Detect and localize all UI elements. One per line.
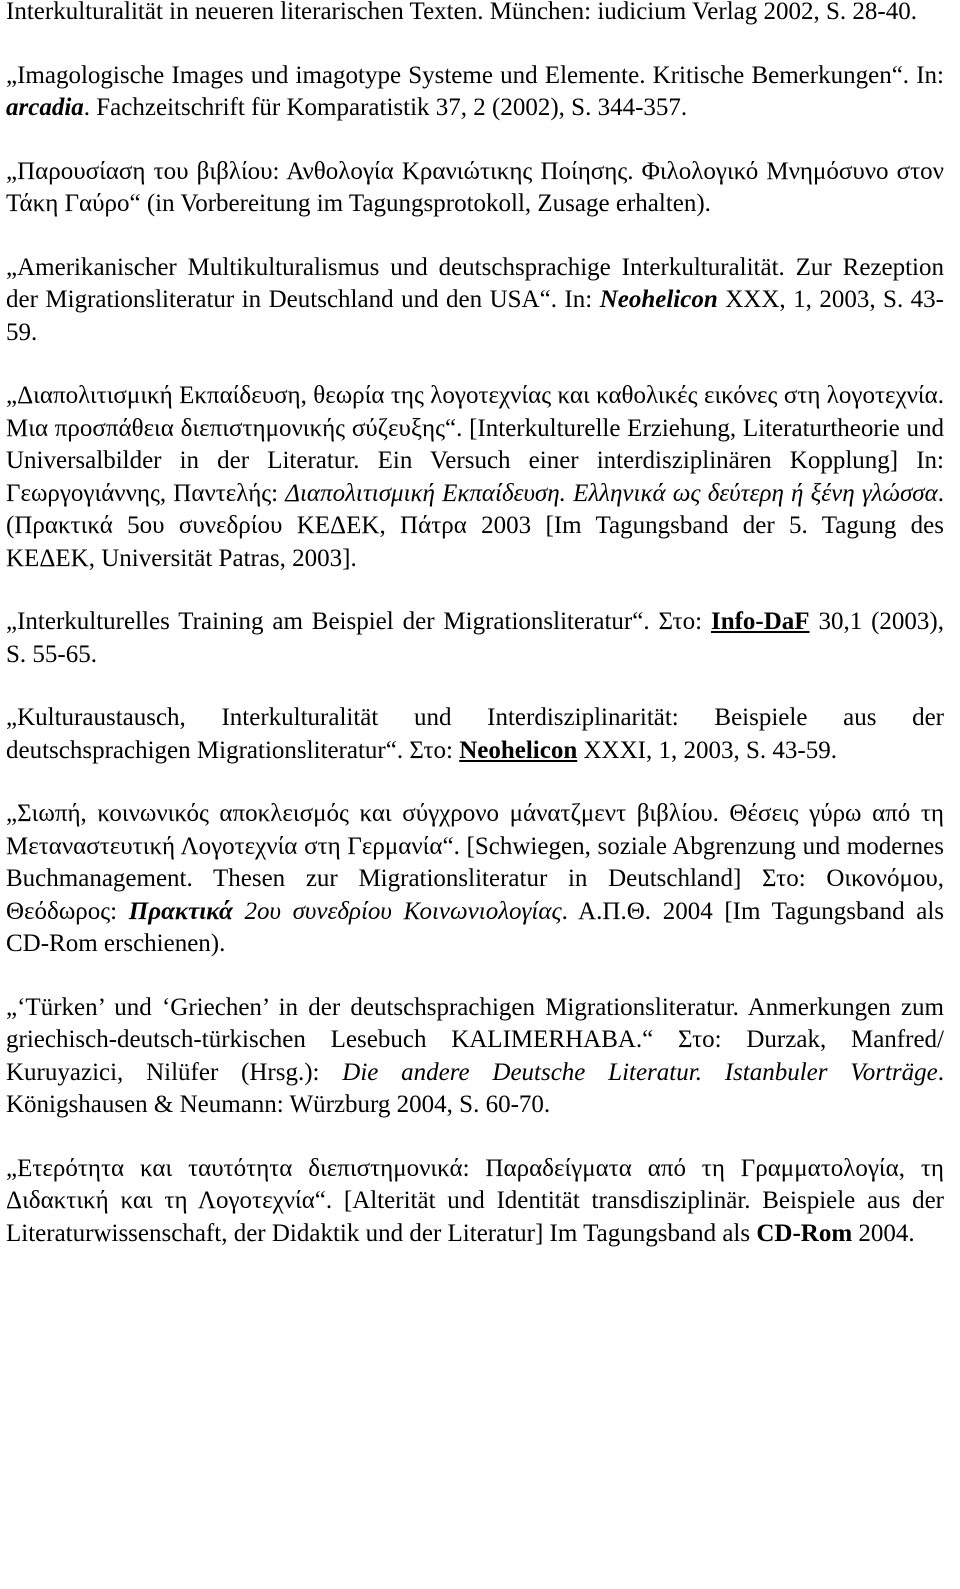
- entry-text-run: . (Πρακτικά 5ου συνεδρίου ΚΕΔΕΚ, Πάτρα 2003 [Im Tagungsband der 5. Tagung des ΚΕΔΕΚ, Universität Patras, 2003].: [6, 479, 944, 572]
- entry-text-run: „Ετερότητα και ταυτότητα διεπιστημονικά: Παραδείγματα από τη Γραμματολογία, τη Διδακτική και τη Λογοτεχνία“. [Alterität und Identität transdisziplinär. Beispiele aus der Literaturwissenschaft, der Didaktik und der Literatur] Im Tagungsband als: [6, 1154, 944, 1247]
- entry-text-run: „Amerikanischer Multikulturalismus und deutschsprachige Interkulturalität. Zur Rezeption der Migrationsliteratur in Deutschland und den USA“. In:: [6, 253, 944, 313]
- entry-text-run: Διαπολιτισμική Εκπαίδευση. Ελληνικά ως δεύτερη ή ξένη γλώσσα: [285, 479, 938, 507]
- bibliography-entry: [6, 252, 944, 350]
- entry-text-run: 30,1 (2003), S. 55-65.: [6, 608, 945, 668]
- bibliography-entry: [6, 1153, 944, 1251]
- entry-text-run: Die andere Deutsche Literatur. Istanbuler Vorträge: [342, 1058, 938, 1086]
- bibliography-entry: [6, 702, 944, 767]
- entry-text-run: Neohelicon: [599, 286, 718, 313]
- entry-text-run: „Interkulturelles Training am Beispiel der Migrationsliteratur“. Στο:: [6, 608, 711, 635]
- entry-text-run: Neohelicon: [459, 736, 578, 764]
- entry-text-run: . Α.Π.Θ. 2004 [Im Tagungsband als CD-Rom erschienen).: [6, 897, 944, 957]
- entry-text-run: „Διαπολιτισμική Εκπαίδευση, θεωρία της λογοτεχνίας και καθολικές εικόνες στη λογοτεχνία. Μια προσπάθεια διεπιστημονικής σύζευξης“. [Interkulturelle Erziehung, Literaturtheorie und Universalbilder in der Literatur. Ein Versuch einer interdisziplinären Kopplung] In: Γεωργογιάννης, Παντελής:: [6, 382, 944, 507]
- bibliography-entry: [6, 798, 944, 961]
- entry-text-run: „Σιωπή, κοινωνικός αποκλεισμός και σύγχρονο μάνατζμεντ βιβλίου. Θέσεις γύρω από τη Μεταναστευτική Λογοτεχνία στη Γερμανία“. [Schwiegen, soziale Abgrenzung und modernes Buchmanagement. Thesen zur Migrationsliteratur in Deutschland] Στο: Οικονόμου, Θεόδωρος:: [6, 800, 944, 925]
- entry-text-run: Πρακτικά: [128, 897, 233, 925]
- bibliography-entry: [6, 156, 944, 221]
- entry-text-run: „Παρουσίαση του βιβλίου: Ανθολογία Κρανιώτικης Ποίησης. Φιλολογικό Μνημόσυνο στον Τάκη Γαύρο“ (in Vorbereitung im Tagungsprotokoll, Zusage erhalten).: [6, 157, 944, 217]
- bibliography-entry: [6, 992, 944, 1122]
- bibliography-entry: [6, 606, 944, 671]
- entry-text-run: XXXI, 1, 2003, S. 43-59.: [577, 736, 837, 764]
- entry-text-run: . Fachzeitschrift für Komparatistik 37, 2 (2002), S. 344-357.: [83, 94, 688, 121]
- entry-text-run: „‘Türken’ und ‘Griechen’ in der deutschsprachigen Migrationsliteratur. Anmerkungen zum griechisch-deutsch-türkischen Lesebuch KALIMERHABA.“ Στο: Durzak, Manfred/ Kuruyazici, Nilüfer (Hrsg.):: [6, 993, 944, 1086]
- entry-text-run: arcadia: [6, 94, 84, 121]
- entry-text-run: 2ου συνεδρίου Κοινωνιολογίας: [232, 897, 562, 925]
- entry-text-run: Interkulturalität in neueren literarischen Texten. München: iudicium Verlag 2002, S. 28-40.: [6, 0, 917, 25]
- bibliography-entry: [6, 0, 944, 29]
- bibliography-entry: [6, 60, 944, 125]
- bibliography-page: [6, 0, 944, 1281]
- entry-text-run: XXX, 1, 2003, S. 43-59.: [6, 286, 944, 346]
- entry-text-run: „Imagologische Images und imagotype Systeme und Elemente. Kritische Bemerkungen“. In:: [6, 61, 944, 89]
- bibliography-entry: [6, 380, 944, 575]
- entry-text-run: . Königshausen & Neumann: Würzburg 2004, S. 60-70.: [6, 1058, 944, 1118]
- entry-text-run: 2004.: [852, 1219, 915, 1247]
- entry-text-run: CD-Rom: [756, 1219, 853, 1247]
- entry-text-run: „Kulturaustausch, Interkulturalität und Interdisziplinarität: Beispiele aus der deutschsprachigen Migrationsliteratur“. Στο:: [6, 704, 944, 764]
- entry-text-run: Info-DaF: [710, 608, 810, 635]
